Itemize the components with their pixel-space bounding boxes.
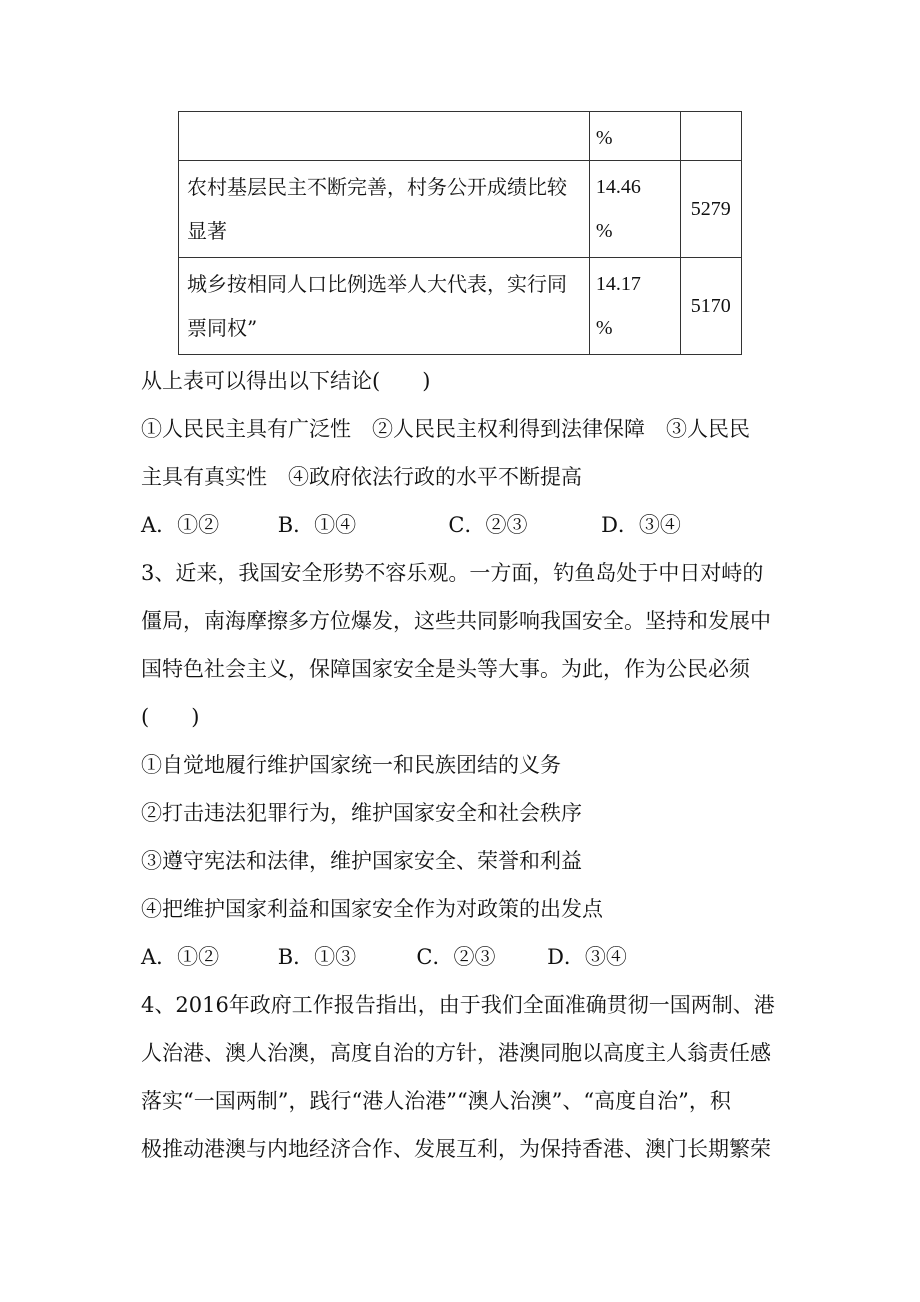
q2-option-d: D．③④ <box>601 513 681 537</box>
table-cell-percent: % <box>589 112 680 161</box>
table-cell-percent: 14.17 % <box>589 258 680 355</box>
table-cell-percent: 14.46 % <box>589 161 680 258</box>
q2-option-a: A．①② <box>141 513 220 537</box>
q3-line4: ( ) <box>141 705 200 729</box>
table-row <box>179 258 742 355</box>
table-cell-item: 农村基层民主不断完善，村务公开成绩比较 显著 <box>179 161 590 258</box>
q3-option-c: C．②③ <box>416 945 496 969</box>
q3-statement-1: ①自觉地履行维护国家统一和民族团结的义务 <box>141 753 561 777</box>
q3-statement-3: ③遵守宪法和法律，维护国家安全、荣誉和利益 <box>141 849 582 873</box>
q4-line2: 人治港、澳人治澳，高度自治的方针，港澳同胞以高度主人翁责任感 <box>141 1041 771 1065</box>
table-cell-count: 5170 <box>680 258 742 355</box>
table-row <box>179 112 742 161</box>
q2-statements-line2: 主具有真实性 ④政府依法行政的水平不断提高 <box>141 465 582 489</box>
table-row <box>179 161 742 258</box>
q3-options <box>141 942 791 972</box>
q3-line2: 僵局，南海摩擦多方位爆发，这些共同影响我国安全。坚持和发展中 <box>141 609 771 633</box>
table-cell-item <box>179 112 590 161</box>
q2-statements-line1: ①人民民主具有广泛性 ②人民民主权利得到法律保障 ③人民民 <box>141 417 750 441</box>
q3-statement-4: ④把维护国家利益和国家安全作为对政策的出发点 <box>141 897 603 921</box>
q4-line4: 极推动港澳与内地经济合作、发展互利，为保持香港、澳门长期繁荣 <box>141 1137 771 1161</box>
survey-table <box>178 111 742 355</box>
q2-stem: 从上表可以得出以下结论( ) <box>141 369 431 393</box>
q4-line3: 落实“一国两制”，践行“港人治港”“澳人治澳”、“高度自治”，积 <box>141 1089 731 1113</box>
q2-option-c: C．②③ <box>448 513 528 537</box>
q3-option-d: D．③④ <box>547 945 627 969</box>
q4-line1: 4、2016年政府工作报告指出，由于我们全面准确贯彻一国两制、港 <box>141 993 775 1017</box>
table-cell-item: 城乡按相同人口比例选举人大代表，实行同 票同权” <box>179 258 590 355</box>
q2-options <box>141 510 791 540</box>
q3-option-a: A．①② <box>141 945 220 969</box>
q3-line3: 国特色社会主义，保障国家安全是头等大事。为此，作为公民必须 <box>141 657 750 681</box>
q2-option-b: B．①④ <box>277 513 357 537</box>
q3-statement-2: ②打击违法犯罪行为，维护国家安全和社会秩序 <box>141 801 582 825</box>
table-cell-count <box>680 112 742 161</box>
table-cell-count: 5279 <box>680 161 742 258</box>
q3-option-b: B．①③ <box>277 945 357 969</box>
q3-line1: 3、近来，我国安全形势不容乐观。一方面，钓鱼岛处于中日对峙的 <box>141 561 764 585</box>
